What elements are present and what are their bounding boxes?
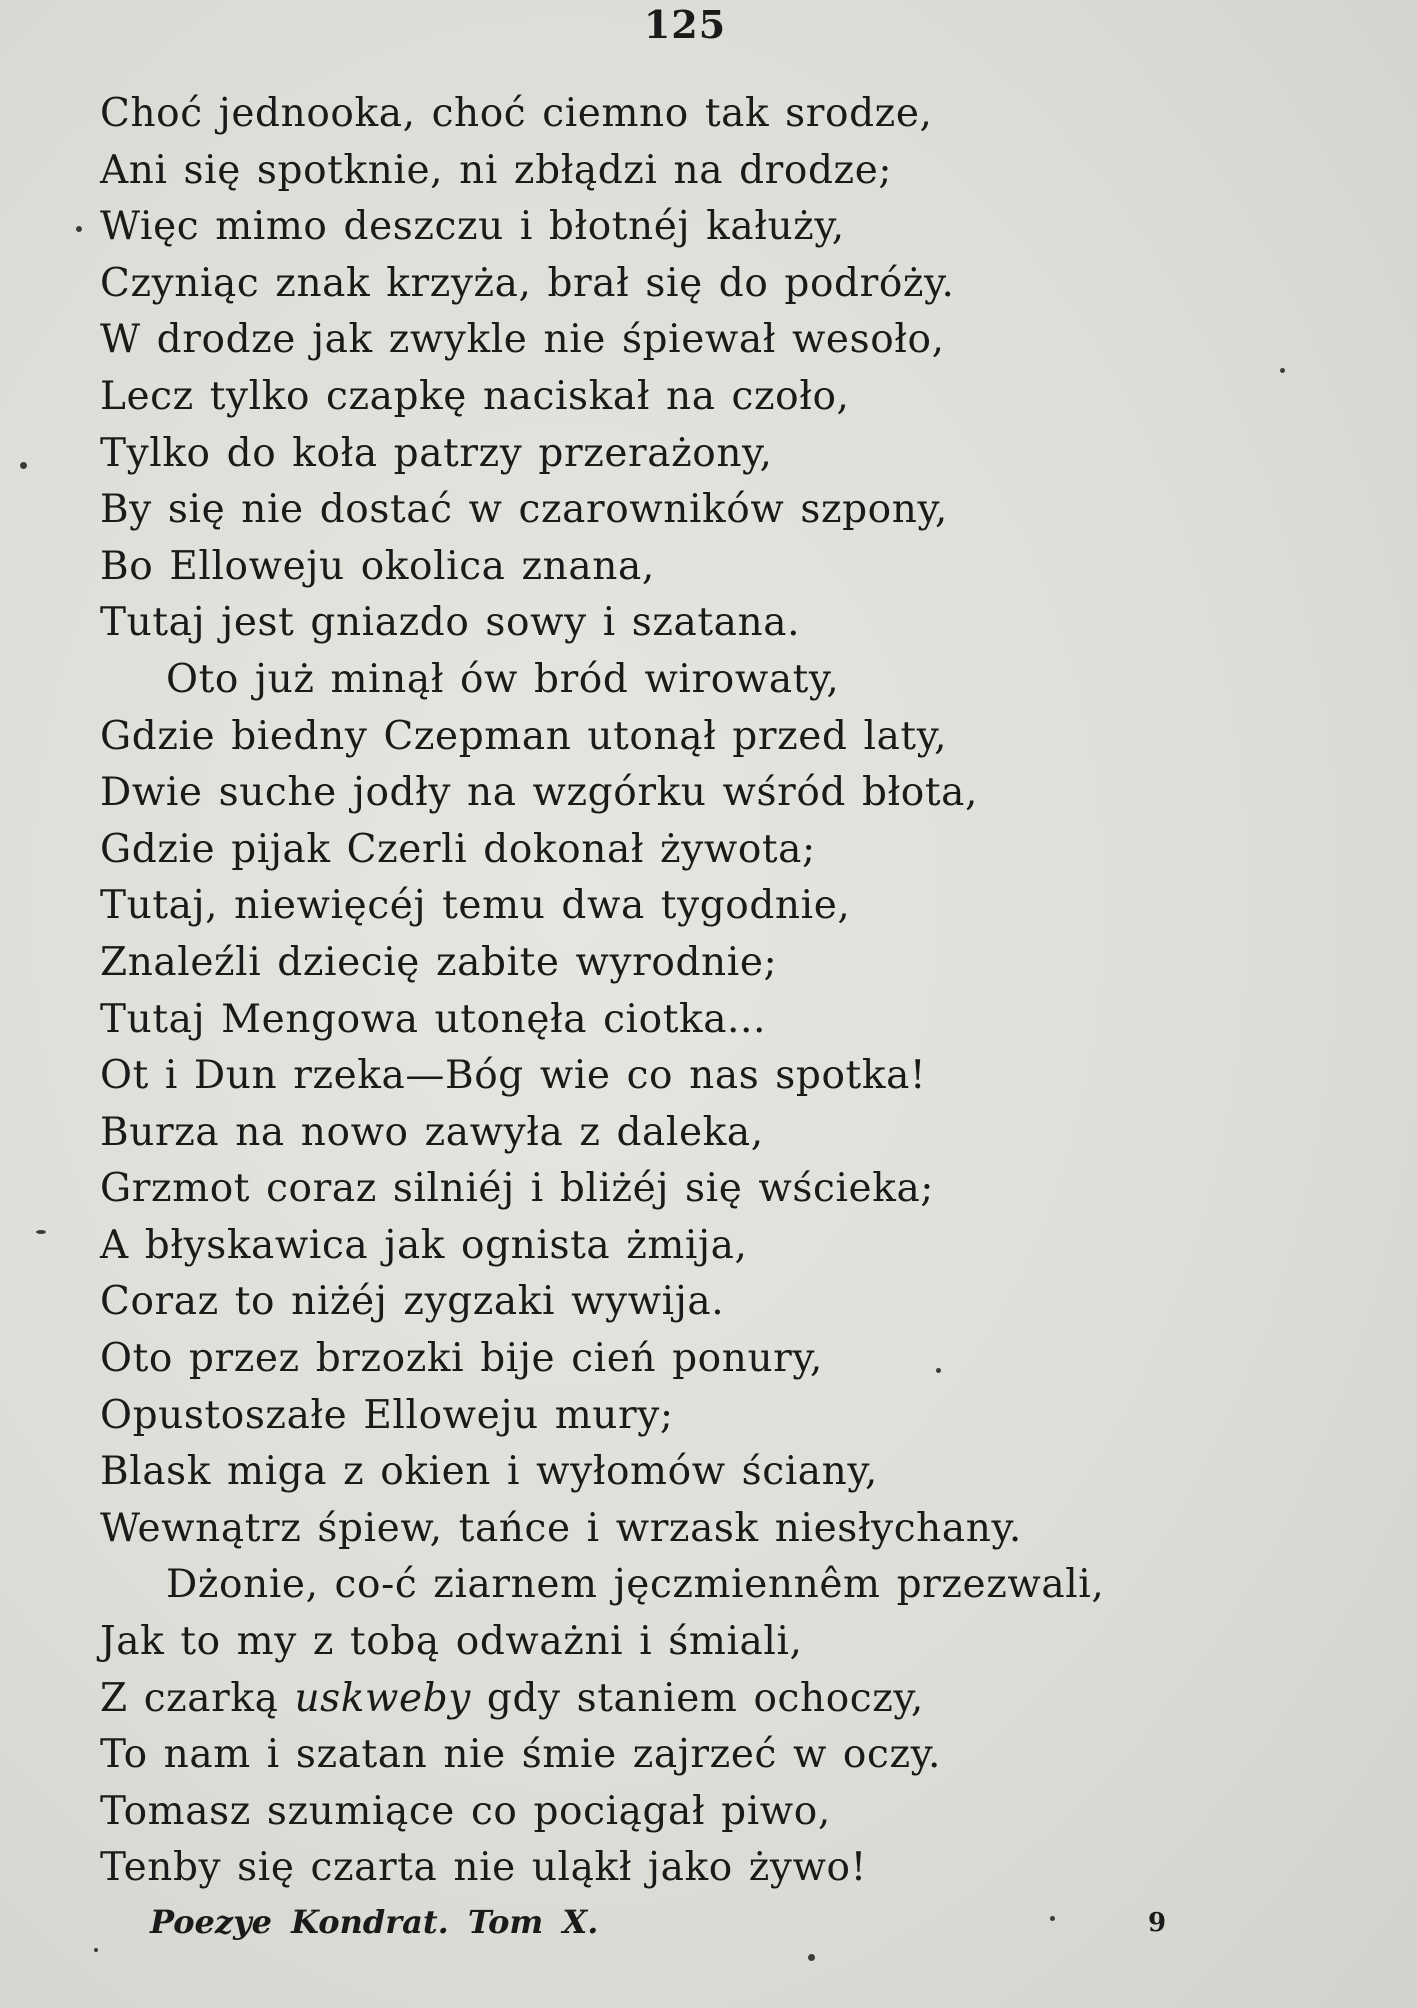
poem-line: A błyskawica jak ognista żmija, [100,1222,748,1268]
poem-line: To nam i szatan nie śmie zajrzeć w oczy. [100,1732,942,1778]
poem-line: Z czarką uskweby gdy staniem ochoczy, [100,1675,924,1721]
poem-text [100,86,1320,1897]
paper-speck [1280,368,1285,373]
poem-line: Grzmot coraz silniéj i bliżéj się wścieka; [100,1166,935,1212]
poem-line: Dwie suche jodły na wzgórku wśród błota, [100,770,979,816]
poem-line: Blask miga z okien i wyłomów ściany, [100,1449,878,1495]
poem-line: Jak to my z tobą odważni i śmiali, [100,1619,803,1665]
poem-line: Oto przez brzozki bije cień ponury, [100,1336,823,1382]
poem-line: Tutaj, niewięcéj temu dwa tygodnie, [100,883,851,929]
poem-line: Tomasz szumiące co pociągał piwo, [100,1788,831,1834]
poem-line: Znaleźli dziecię zabite wyrodnie; [100,939,778,985]
poem-line: Ani się spotknie, ni zbłądzi na drodze; [100,147,893,193]
paper-speck [76,226,82,232]
poem-line: Ot i Dun rzeka—Bóg wie co nas spotka! [100,1053,927,1099]
poem-line: Czyniąc znak krzyża, brał się do podróży. [100,260,955,306]
poem-line: Tutaj Mengowa utonęła ciotka... [100,996,767,1042]
paper-speck [808,1954,815,1961]
paper-speck [20,462,27,469]
poem-line: Lecz tylko czapkę naciskał na czoło, [100,373,850,419]
poem-line: Burza na nowo zawyła z daleka, [100,1109,764,1155]
page-number: 125 [643,2,727,47]
poem-line: Wewnątrz śpiew, tańce i wrzask niesłychany. [100,1505,1022,1551]
poem-line: Tutaj jest gniazdo sowy i szatana. [100,600,801,646]
poem-line: Choć jednooka, choć ciemno tak srodze, [100,91,933,136]
poem-line: Opustoszałe Elloweju mury; [100,1392,674,1438]
signature-mark: Poezye Kondrat. Tom X. [150,1903,599,1941]
italic-word: uskweby [294,1675,471,1721]
poem-line: Oto już minął ów bród wirowaty, [166,656,840,702]
sheet-number: 9 [1148,1908,1167,1938]
poem-line: Gdzie pijak Czerli dokonał żywota; [100,826,816,872]
poem-line: Bo Elloweju okolica znana, [100,543,655,589]
poem-line: Tenby się czarta nie uląkł jako żywo! [100,1845,867,1891]
poem-line: Tylko do koła patrzy przerażony, [100,430,773,476]
poem-line: By się nie dostać w czarowników szpony, [100,487,948,533]
poem-line: Więc mimo deszczu i błotnéj kałuży, [100,204,845,250]
paper-speck [1050,1916,1055,1921]
paper-speck [936,1368,941,1373]
paper-speck [94,1948,98,1952]
poem-line: Gdzie biedny Czepman utonął przed laty, [100,713,948,759]
poem-line: Coraz to niżéj zygzaki wywija. [100,1279,725,1325]
poem-line: Dżonie, co-ć ziarnem jęczmiennêm przezwali, [166,1562,1105,1608]
poem-line: W drodze jak zwykle nie śpiewał wesoło, [100,317,945,363]
paper-speck [36,1230,46,1234]
